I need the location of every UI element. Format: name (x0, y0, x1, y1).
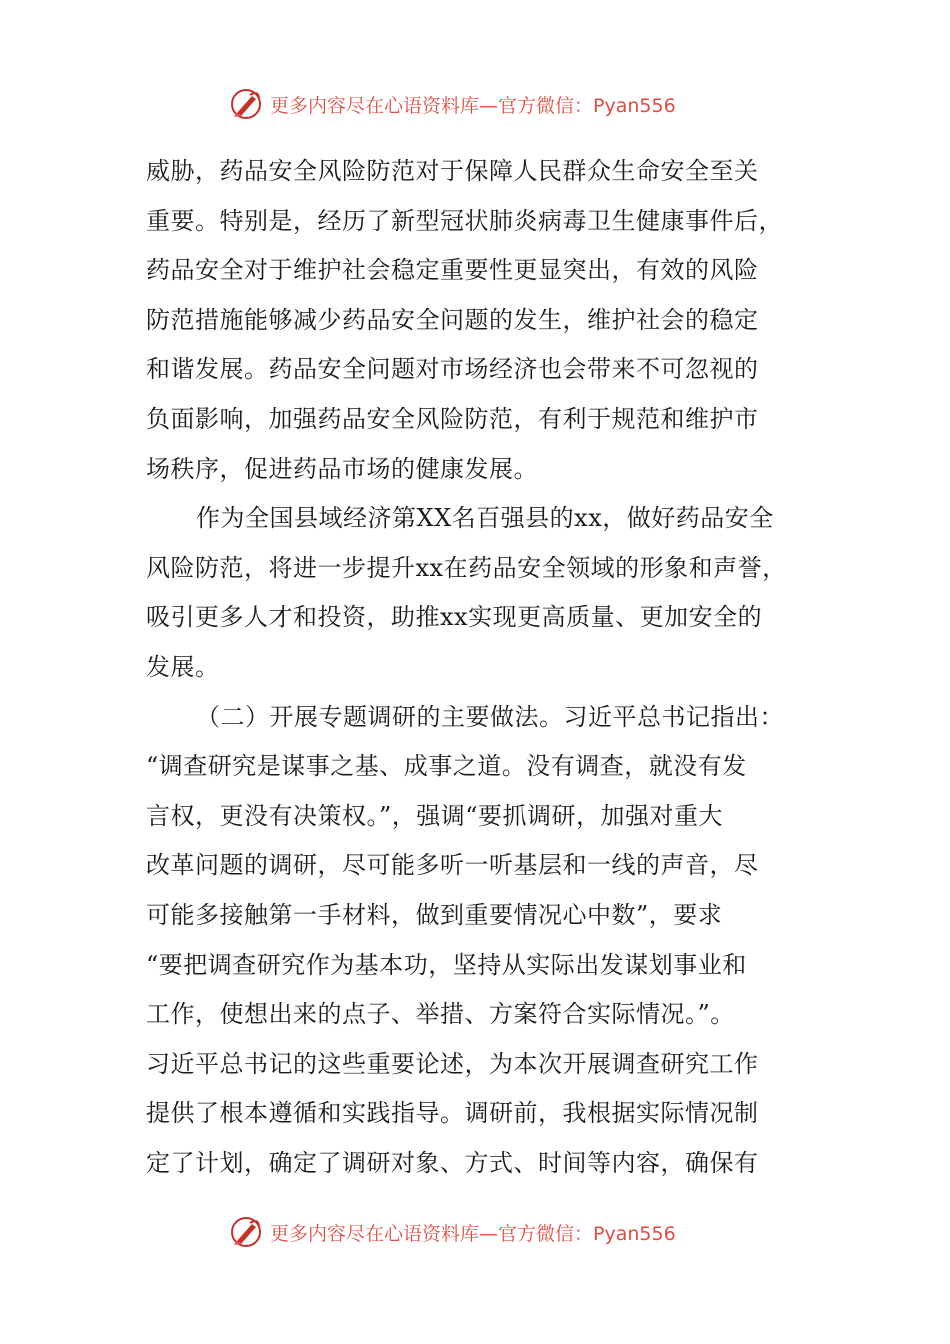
text-line: 言权，更没有决策权。”，强调“要抓调研，加强对重大 (146, 801, 724, 830)
text-line: 定了计划，确定了调研对象、方式、时间等内容，确保有 (146, 1148, 759, 1177)
text-line: 风险防范，将进一步提升xx在药品安全领域的形象和声誉， (146, 553, 787, 582)
paragraph-start-line: 作为全国县域经济第XX名百强县的xx，做好药品安全 (196, 504, 774, 533)
text-line: 重要。特别是，经历了新型冠状肺炎病毒卫生健康事件后， (146, 206, 783, 235)
document-body (146, 147, 806, 1188)
text-line: 提供了根本遵循和实践指导。调研前，我根据实际情况制 (146, 1099, 759, 1128)
banner-text: 更多内容尽在心语资料库—官方微信：Pyan556 (270, 94, 676, 117)
text-line: 负面影响，加强药品安全风险防范，有利于规范和维护市 (146, 404, 759, 433)
text-line: 和谐发展。药品安全问题对市场经济也会带来不可忽视的 (146, 355, 759, 384)
pen-logo-icon (228, 1214, 264, 1250)
text-line: 场秩序，促进药品市场的健康发展。 (146, 454, 538, 483)
text-line: 工作，使想出来的点子、举措、方案符合实际情况。”。 (146, 1000, 735, 1029)
text-line: 防范措施能够减少药品安全问题的发生，维护社会的稳定 (146, 305, 759, 334)
footer-banner (228, 1212, 676, 1252)
banner-text: 更多内容尽在心语资料库—官方微信：Pyan556 (270, 1222, 676, 1245)
text-line: 改革问题的调研，尽可能多听一听基层和一线的声音，尽 (146, 851, 759, 880)
text-line: 吸引更多人才和投资，助推xx实现更高质量、更加安全的 (146, 603, 763, 632)
header-banner (228, 84, 676, 124)
text-line: “调查研究是谋事之基、成事之道。没有调查，就没有发 (146, 752, 747, 781)
text-line: 药品安全对于维护社会稳定重要性更显突出，有效的风险 (146, 256, 759, 285)
text-line: 可能多接触第一手材料，做到重要情况心中数”，要求 (146, 900, 723, 929)
text-line: 发展。 (146, 652, 220, 681)
text-line: 威胁，药品安全风险防范对于保障人民群众生命安全至关 (146, 157, 759, 185)
text-line: 习近平总书记的这些重要论述，为本次开展调查研究工作 (146, 1049, 759, 1078)
text-line: “要把调查研究作为基本功，坚持从实际出发谋划事业和 (146, 950, 747, 979)
section-heading-line: （二）开展专题调研的主要做法。习近平总书记指出： (196, 702, 784, 731)
pen-logo-icon (228, 86, 264, 122)
